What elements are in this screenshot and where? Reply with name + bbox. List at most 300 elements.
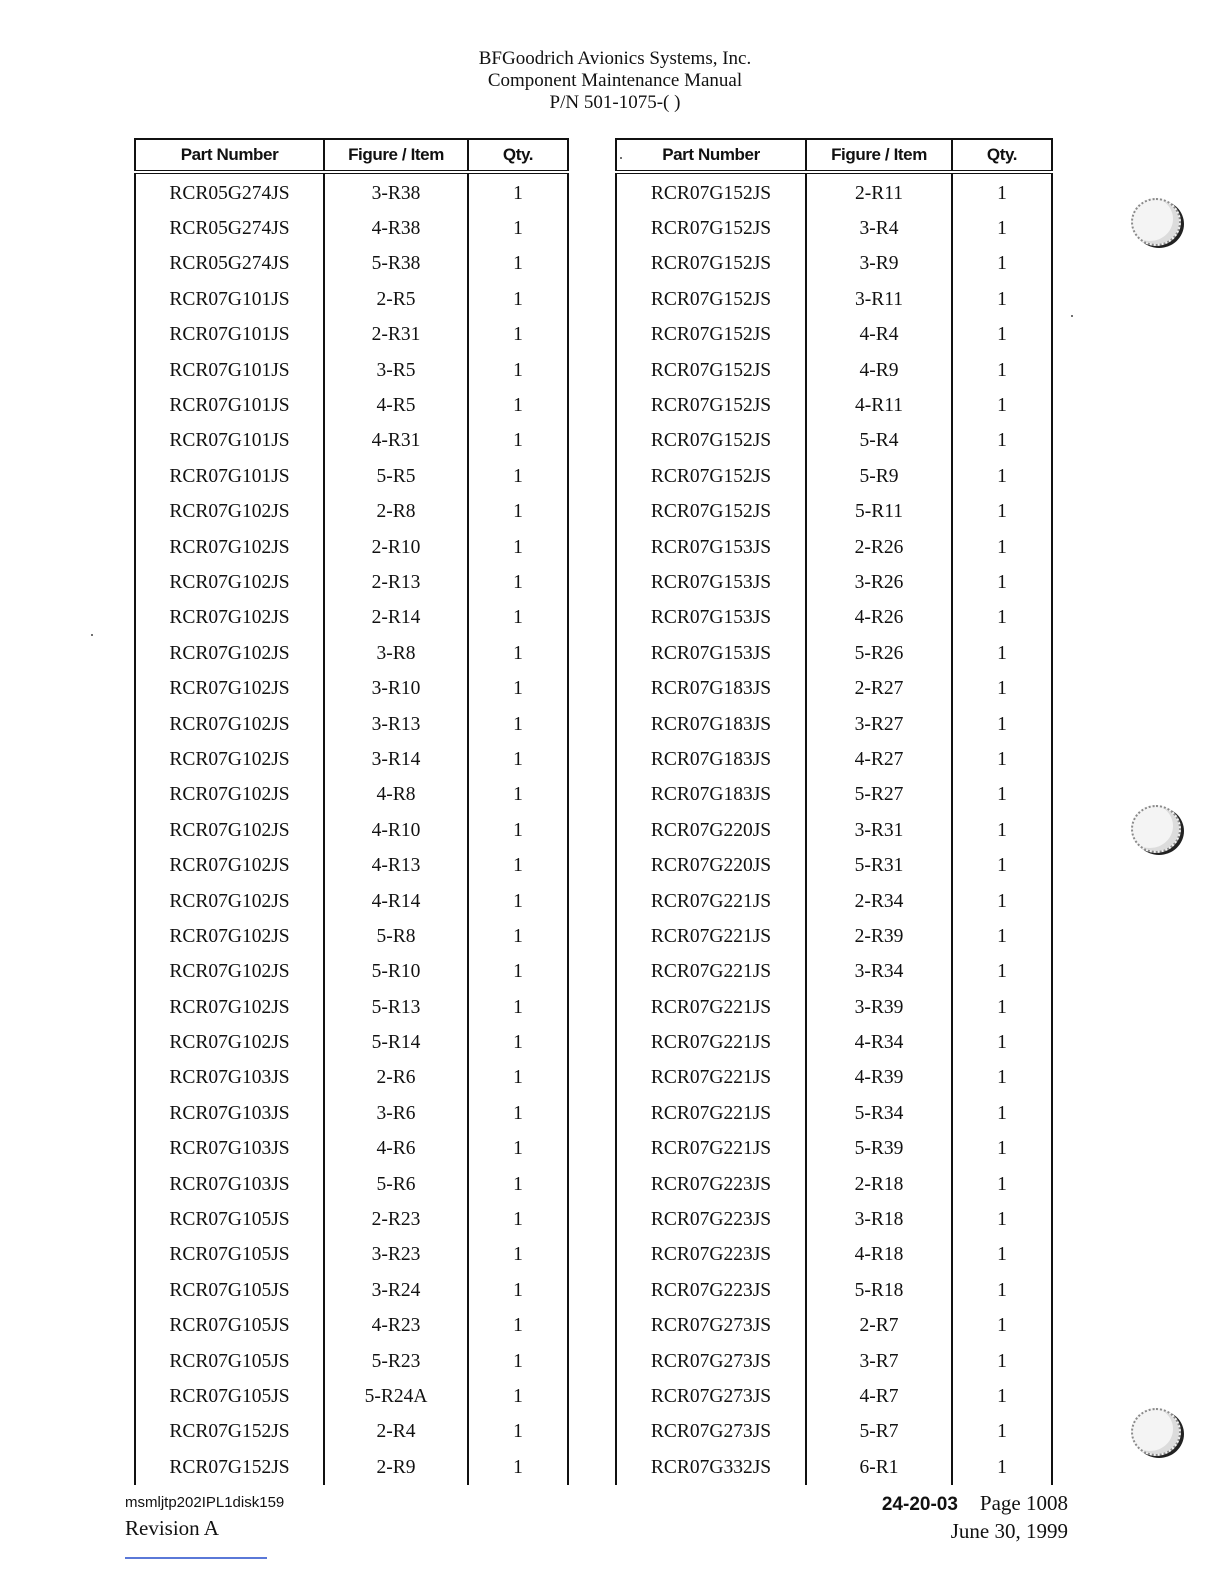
qty-cell: 1 — [952, 565, 1052, 600]
part-number-cell: RCR07G102JS — [135, 671, 324, 706]
figure-item-cell: 5-R27 — [806, 778, 952, 813]
part-number-cell: RCR07G101JS — [135, 318, 324, 353]
figure-item-cell: 5-R4 — [806, 424, 952, 459]
qty-cell: 1 — [952, 955, 1052, 990]
figure-item-cell: 4-R34 — [806, 1025, 952, 1060]
qty-cell: 1 — [468, 636, 568, 671]
qty-cell: 1 — [952, 1061, 1052, 1096]
table-row — [616, 282, 1052, 317]
table-row — [135, 742, 568, 777]
table-row — [616, 530, 1052, 565]
part-number-cell: RCR07G220JS — [616, 848, 806, 883]
part-number-cell: RCR07G101JS — [135, 388, 324, 423]
table-row — [616, 1096, 1052, 1131]
part-number-cell: RCR07G102JS — [135, 601, 324, 636]
figure-item-cell: 4-R10 — [324, 813, 468, 848]
part-number-cell: RCR07G220JS — [616, 813, 806, 848]
part-number-cell: RCR05G274JS — [135, 172, 324, 211]
qty-cell: 1 — [952, 636, 1052, 671]
part-number-cell: RCR07G102JS — [135, 495, 324, 530]
figure-item-cell: 2-R23 — [324, 1202, 468, 1237]
table-row — [616, 247, 1052, 282]
figure-item-cell: 2-R11 — [806, 172, 952, 211]
qty-cell: 1 — [468, 247, 568, 282]
qty-cell: 1 — [952, 1025, 1052, 1060]
table-row — [616, 211, 1052, 246]
table-row — [135, 1096, 568, 1131]
qty-cell: 1 — [952, 990, 1052, 1025]
part-number-cell: RCR07G152JS — [616, 424, 806, 459]
table-row — [135, 1344, 568, 1379]
table-row — [616, 707, 1052, 742]
figure-item-cell: 3-R34 — [806, 955, 952, 990]
table-row — [135, 1167, 568, 1202]
table-row — [616, 813, 1052, 848]
figure-item-cell: 5-R38 — [324, 247, 468, 282]
table-row — [616, 1167, 1052, 1202]
figure-item-cell: 4-R5 — [324, 388, 468, 423]
table-row — [616, 742, 1052, 777]
qty-cell: 1 — [468, 1273, 568, 1308]
table-row — [616, 459, 1052, 494]
qty-cell: 1 — [952, 1096, 1052, 1131]
qty-cell: 1 — [468, 1132, 568, 1167]
figure-item-cell: 5-R24A — [324, 1379, 468, 1414]
table-row — [616, 955, 1052, 990]
table-row — [135, 671, 568, 706]
part-number-cell: RCR07G223JS — [616, 1238, 806, 1273]
figure-item-cell: 5-R8 — [324, 919, 468, 954]
qty-cell: 1 — [468, 919, 568, 954]
qty-cell: 1 — [468, 565, 568, 600]
figure-item-cell: 2-R6 — [324, 1061, 468, 1096]
qty-cell: 1 — [952, 1167, 1052, 1202]
qty-cell: 1 — [952, 813, 1052, 848]
figure-item-cell: 4-R26 — [806, 601, 952, 636]
figure-item-cell: 3-R6 — [324, 1096, 468, 1131]
part-number-cell: RCR07G273JS — [616, 1379, 806, 1414]
qty-cell: 1 — [468, 1167, 568, 1202]
part-number-cell: RCR07G105JS — [135, 1202, 324, 1237]
table-row — [135, 848, 568, 883]
figure-item-cell: 2-R8 — [324, 495, 468, 530]
qty-cell: 1 — [952, 1309, 1052, 1344]
part-number-cell: RCR07G221JS — [616, 1132, 806, 1167]
part-number-cell: RCR07G102JS — [135, 990, 324, 1025]
qty-cell: 1 — [468, 778, 568, 813]
table-row — [616, 1309, 1052, 1344]
table-row — [135, 636, 568, 671]
part-number-cell: RCR07G153JS — [616, 601, 806, 636]
part-number-cell: RCR07G152JS — [135, 1415, 324, 1450]
figure-item-cell: 2-R39 — [806, 919, 952, 954]
part-number-cell: RCR07G153JS — [616, 565, 806, 600]
figure-item-cell: 3-R31 — [806, 813, 952, 848]
qty-cell: 1 — [952, 1450, 1052, 1485]
part-number-cell: RCR07G105JS — [135, 1238, 324, 1273]
figure-item-cell: 5-R5 — [324, 459, 468, 494]
qty-cell: 1 — [952, 211, 1052, 246]
table-row — [135, 1061, 568, 1096]
table-row — [616, 172, 1052, 211]
table-row — [616, 848, 1052, 883]
part-number-cell: RCR07G183JS — [616, 742, 806, 777]
qty-cell: 1 — [468, 1096, 568, 1131]
figure-item-cell: 3-R5 — [324, 353, 468, 388]
qty-cell: 1 — [468, 1344, 568, 1379]
part-number-cell: RCR07G102JS — [135, 565, 324, 600]
figure-item-cell: 2-R5 — [324, 282, 468, 317]
revision-date: June 30, 1999 — [950, 1519, 1068, 1543]
page-header — [0, 48, 1224, 114]
part-number-cell: RCR07G152JS — [616, 495, 806, 530]
qty-cell: 1 — [952, 919, 1052, 954]
part-number-cell: RCR07G102JS — [135, 742, 324, 777]
part-number-cell: RCR07G152JS — [616, 388, 806, 423]
part-number-cell: RCR07G103JS — [135, 1061, 324, 1096]
table-row — [616, 1025, 1052, 1060]
figure-item-cell: 4-R31 — [324, 424, 468, 459]
figure-item-cell: 5-R26 — [806, 636, 952, 671]
scan-speck — [1071, 315, 1073, 317]
part-number-cell: RCR07G152JS — [616, 282, 806, 317]
qty-cell: 1 — [952, 1238, 1052, 1273]
part-number-cell: RCR07G183JS — [616, 778, 806, 813]
figure-item-cell: 3-R4 — [806, 211, 952, 246]
figure-item-cell: 2-R14 — [324, 601, 468, 636]
table-row — [135, 1273, 568, 1308]
figure-item-cell: 5-R11 — [806, 495, 952, 530]
part-number-cell: RCR07G183JS — [616, 671, 806, 706]
qty-cell: 1 — [952, 778, 1052, 813]
qty-cell: 1 — [952, 1344, 1052, 1379]
table-row — [135, 495, 568, 530]
qty-cell: 1 — [952, 848, 1052, 883]
qty-cell: 1 — [952, 1132, 1052, 1167]
part-number-cell: RCR07G152JS — [616, 247, 806, 282]
part-number-cell: RCR07G102JS — [135, 955, 324, 990]
qty-cell: 1 — [468, 955, 568, 990]
part-number-cell: RCR07G102JS — [135, 919, 324, 954]
document-number: 24-20-03 — [881, 1494, 958, 1515]
binder-hole-middle — [1131, 805, 1181, 853]
figure-item-cell: 2-R4 — [324, 1415, 468, 1450]
table-row — [616, 636, 1052, 671]
qty-cell: 1 — [952, 530, 1052, 565]
qty-cell: 1 — [468, 707, 568, 742]
figure-item-cell: 3-R10 — [324, 671, 468, 706]
qty-cell: 1 — [468, 884, 568, 919]
qty-cell: 1 — [468, 671, 568, 706]
binder-hole-bottom — [1131, 1408, 1181, 1456]
figure-item-cell: 4-R13 — [324, 848, 468, 883]
table-row — [616, 1132, 1052, 1167]
part-number-cell: RCR07G101JS — [135, 353, 324, 388]
part-number-cell: RCR07G221JS — [616, 884, 806, 919]
figure-item-cell: 5-R9 — [806, 459, 952, 494]
qty-cell: 1 — [468, 530, 568, 565]
qty-cell: 1 — [468, 1025, 568, 1060]
part-number-cell: RCR07G223JS — [616, 1273, 806, 1308]
figure-item-cell: 5-R13 — [324, 990, 468, 1025]
part-number-cell: RCR07G152JS — [135, 1450, 324, 1485]
table-row — [135, 1379, 568, 1414]
qty-cell: 1 — [468, 848, 568, 883]
figure-item-cell: 6-R1 — [806, 1450, 952, 1485]
col-header-part-number: Part Number — [616, 139, 806, 172]
page-number: Page 1008 — [979, 1491, 1068, 1515]
parts-table-right — [615, 138, 1053, 1485]
table-row — [616, 1238, 1052, 1273]
table-row — [135, 1450, 568, 1485]
table-row — [616, 424, 1052, 459]
figure-item-cell: 2-R31 — [324, 318, 468, 353]
part-number-cell: RCR07G152JS — [616, 459, 806, 494]
qty-cell: 1 — [468, 1061, 568, 1096]
part-number-cell: RCR07G105JS — [135, 1344, 324, 1379]
figure-item-cell: 4-R14 — [324, 884, 468, 919]
qty-cell: 1 — [468, 388, 568, 423]
qty-cell: 1 — [468, 1309, 568, 1344]
figure-item-cell: 4-R23 — [324, 1309, 468, 1344]
footer-underline — [125, 1557, 267, 1559]
parts-table-left — [134, 138, 569, 1485]
col-header-figure-item: Figure / Item — [806, 139, 952, 172]
part-number-cell: RCR07G273JS — [616, 1415, 806, 1450]
part-number-cell: RCR07G105JS — [135, 1273, 324, 1308]
figure-item-cell: 4-R6 — [324, 1132, 468, 1167]
figure-item-cell: 4-R7 — [806, 1379, 952, 1414]
part-number-cell: RCR07G101JS — [135, 424, 324, 459]
qty-cell: 1 — [468, 1202, 568, 1237]
qty-cell: 1 — [468, 742, 568, 777]
figure-item-cell: 3-R9 — [806, 247, 952, 282]
table-row — [135, 778, 568, 813]
figure-item-cell: 5-R18 — [806, 1273, 952, 1308]
table-row — [135, 919, 568, 954]
part-number-cell: RCR07G221JS — [616, 1061, 806, 1096]
part-number-cell: RCR07G103JS — [135, 1167, 324, 1202]
part-number-cell: RCR07G102JS — [135, 778, 324, 813]
part-number-cell: RCR07G101JS — [135, 459, 324, 494]
manual-part-number: P/N 501-1075-( ) — [549, 92, 681, 113]
figure-item-cell: 5-R34 — [806, 1096, 952, 1131]
table-row — [616, 671, 1052, 706]
qty-cell: 1 — [468, 318, 568, 353]
table-row — [135, 211, 568, 246]
table-row — [616, 565, 1052, 600]
table-row — [135, 172, 568, 211]
table-row — [616, 1273, 1052, 1308]
table-row — [616, 1202, 1052, 1237]
table-row — [135, 990, 568, 1025]
part-number-cell: RCR07G152JS — [616, 353, 806, 388]
part-number-cell: RCR07G153JS — [616, 636, 806, 671]
figure-item-cell: 4-R39 — [806, 1061, 952, 1096]
figure-item-cell: 5-R7 — [806, 1415, 952, 1450]
part-number-cell: RCR07G102JS — [135, 884, 324, 919]
figure-item-cell: 2-R34 — [806, 884, 952, 919]
part-number-cell: RCR07G332JS — [616, 1450, 806, 1485]
part-number-cell: RCR07G102JS — [135, 1025, 324, 1060]
qty-cell: 1 — [468, 1450, 568, 1485]
figure-item-cell: 2-R10 — [324, 530, 468, 565]
qty-cell: 1 — [952, 1415, 1052, 1450]
part-number-cell: RCR07G221JS — [616, 1096, 806, 1131]
qty-cell: 1 — [468, 282, 568, 317]
table-row — [135, 884, 568, 919]
table-row — [616, 1379, 1052, 1414]
table-row — [135, 1238, 568, 1273]
qty-cell: 1 — [468, 172, 568, 211]
company-name: BFGoodrich Avionics Systems, Inc. — [478, 48, 752, 69]
part-number-cell: RCR07G183JS — [616, 707, 806, 742]
part-number-cell: RCR07G152JS — [616, 318, 806, 353]
revision-label: Revision A — [125, 1516, 219, 1540]
figure-item-cell: 3-R14 — [324, 742, 468, 777]
table-row — [616, 318, 1052, 353]
figure-item-cell: 4-R11 — [806, 388, 952, 423]
figure-item-cell: 5-R31 — [806, 848, 952, 883]
qty-cell: 1 — [468, 990, 568, 1025]
binder-hole-top — [1131, 198, 1181, 246]
part-number-cell: RCR07G273JS — [616, 1344, 806, 1379]
qty-cell: 1 — [952, 388, 1052, 423]
part-number-cell: RCR07G102JS — [135, 530, 324, 565]
part-number-cell: RCR07G223JS — [616, 1202, 806, 1237]
part-number-cell: RCR07G101JS — [135, 282, 324, 317]
qty-cell: 1 — [468, 459, 568, 494]
qty-cell: 1 — [468, 1379, 568, 1414]
table-row — [616, 778, 1052, 813]
figure-item-cell: 3-R26 — [806, 565, 952, 600]
qty-cell: 1 — [952, 1202, 1052, 1237]
part-number-cell: RCR07G153JS — [616, 530, 806, 565]
part-number-cell: RCR07G102JS — [135, 813, 324, 848]
figure-item-cell: 4-R4 — [806, 318, 952, 353]
part-number-cell: RCR07G223JS — [616, 1167, 806, 1202]
table-row — [616, 1061, 1052, 1096]
part-number-cell: RCR07G273JS — [616, 1309, 806, 1344]
figure-item-cell: 3-R24 — [324, 1273, 468, 1308]
col-header-figure-item: Figure / Item — [324, 139, 468, 172]
table-row — [135, 1309, 568, 1344]
qty-cell: 1 — [952, 172, 1052, 211]
qty-cell: 1 — [468, 1238, 568, 1273]
figure-item-cell: 5-R39 — [806, 1132, 952, 1167]
qty-cell: 1 — [952, 742, 1052, 777]
table-row — [616, 495, 1052, 530]
figure-item-cell: 3-R39 — [806, 990, 952, 1025]
table-row — [135, 459, 568, 494]
scan-speck — [620, 157, 622, 159]
part-number-cell: RCR05G274JS — [135, 211, 324, 246]
qty-cell: 1 — [952, 884, 1052, 919]
part-number-cell: RCR07G152JS — [616, 172, 806, 211]
qty-cell: 1 — [952, 495, 1052, 530]
qty-cell: 1 — [952, 601, 1052, 636]
table-row — [616, 1344, 1052, 1379]
table-row — [135, 1202, 568, 1237]
qty-cell: 1 — [952, 282, 1052, 317]
part-number-cell: RCR07G103JS — [135, 1096, 324, 1131]
figure-item-cell: 4-R8 — [324, 778, 468, 813]
table-row — [135, 318, 568, 353]
part-number-cell: RCR07G221JS — [616, 919, 806, 954]
qty-cell: 1 — [468, 211, 568, 246]
table-row — [135, 565, 568, 600]
figure-item-cell: 5-R10 — [324, 955, 468, 990]
table-row — [135, 813, 568, 848]
qty-cell: 1 — [468, 353, 568, 388]
table-row — [135, 1132, 568, 1167]
figure-item-cell: 2-R26 — [806, 530, 952, 565]
table-row — [616, 353, 1052, 388]
figure-item-cell: 2-R9 — [324, 1450, 468, 1485]
figure-item-cell: 3-R27 — [806, 707, 952, 742]
manual-title: Component Maintenance Manual — [487, 70, 743, 91]
table-row — [616, 1415, 1052, 1450]
part-number-cell: RCR07G102JS — [135, 848, 324, 883]
part-number-cell: RCR07G221JS — [616, 955, 806, 990]
figure-item-cell: 3-R23 — [324, 1238, 468, 1273]
figure-item-cell: 3-R7 — [806, 1344, 952, 1379]
figure-item-cell: 3-R18 — [806, 1202, 952, 1237]
col-header-part-number: Part Number — [135, 139, 324, 172]
part-number-cell: RCR07G102JS — [135, 707, 324, 742]
table-row — [135, 530, 568, 565]
table-row — [135, 388, 568, 423]
table-row — [135, 601, 568, 636]
figure-item-cell: 2-R18 — [806, 1167, 952, 1202]
figure-item-cell: 3-R8 — [324, 636, 468, 671]
part-number-cell: RCR05G274JS — [135, 247, 324, 282]
qty-cell: 1 — [468, 1415, 568, 1450]
table-header-row — [135, 139, 568, 172]
table-row — [135, 247, 568, 282]
qty-cell: 1 — [468, 495, 568, 530]
qty-cell: 1 — [952, 671, 1052, 706]
qty-cell: 1 — [952, 353, 1052, 388]
figure-item-cell: 4-R18 — [806, 1238, 952, 1273]
table-row — [616, 919, 1052, 954]
table-header-row — [616, 139, 1052, 172]
part-number-cell: RCR07G105JS — [135, 1379, 324, 1414]
part-number-cell: RCR07G221JS — [616, 990, 806, 1025]
part-number-cell: RCR07G103JS — [135, 1132, 324, 1167]
qty-cell: 1 — [952, 707, 1052, 742]
table-row — [135, 707, 568, 742]
figure-item-cell: 4-R9 — [806, 353, 952, 388]
part-number-cell: RCR07G152JS — [616, 211, 806, 246]
figure-item-cell: 3-R11 — [806, 282, 952, 317]
figure-item-cell: 2-R7 — [806, 1309, 952, 1344]
figure-item-cell: 5-R6 — [324, 1167, 468, 1202]
page-footer — [882, 1490, 1068, 1544]
part-number-cell: RCR07G102JS — [135, 636, 324, 671]
table-row — [135, 282, 568, 317]
table-row — [616, 601, 1052, 636]
qty-cell: 1 — [952, 318, 1052, 353]
part-number-cell: RCR07G221JS — [616, 1025, 806, 1060]
part-number-cell: RCR07G105JS — [135, 1309, 324, 1344]
figure-item-cell: 2-R13 — [324, 565, 468, 600]
qty-cell: 1 — [952, 247, 1052, 282]
figure-item-cell: 4-R38 — [324, 211, 468, 246]
qty-cell: 1 — [952, 424, 1052, 459]
figure-item-cell: 3-R13 — [324, 707, 468, 742]
figure-item-cell: 5-R14 — [324, 1025, 468, 1060]
